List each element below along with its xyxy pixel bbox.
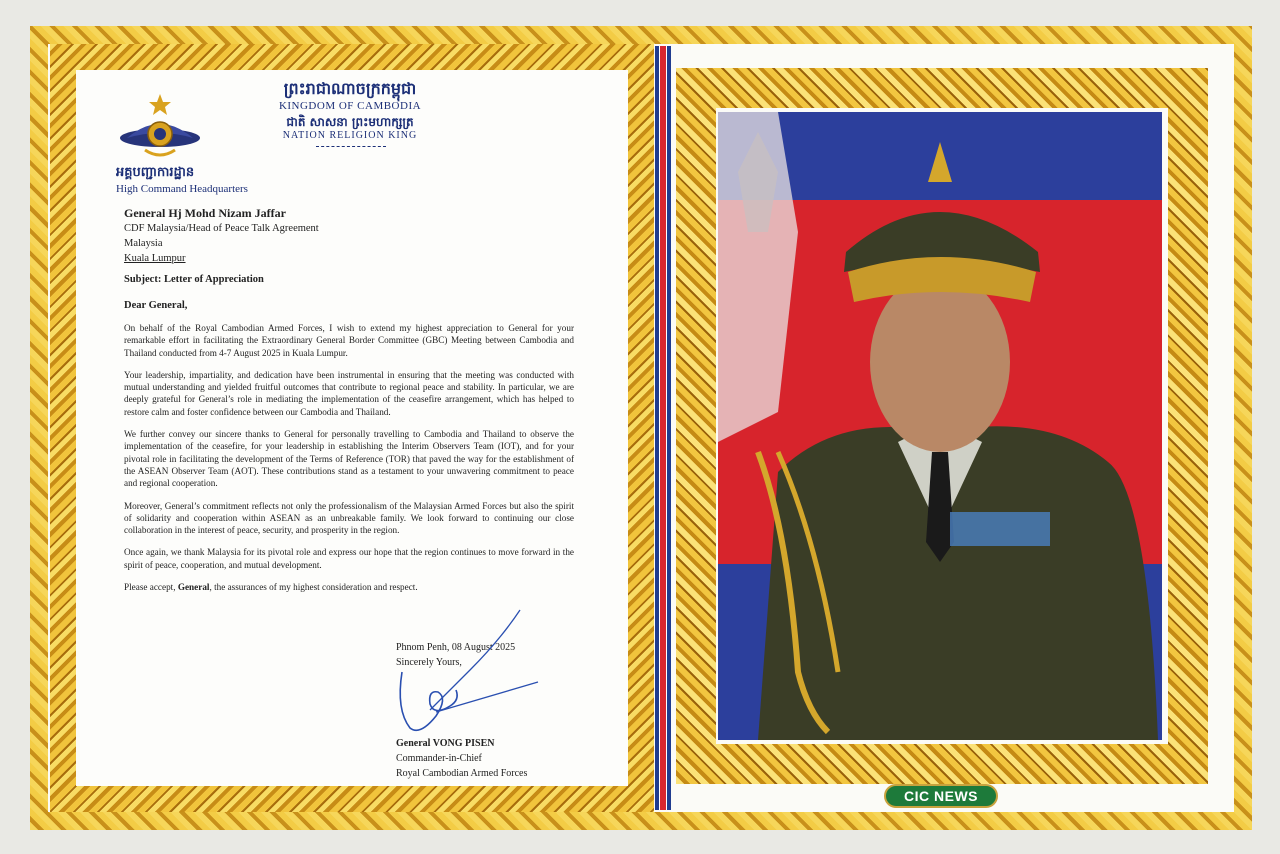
recipient-title: CDF Malaysia/Head of Peace Talk Agreement (124, 223, 319, 234)
body-paragraph: Moreover, General’s commitment reflects not only the professionalism of the Malaysian Armed Forces but also the spirit of solidarity and cooperation within ASEAN as an unbreakable family. We look forward to continuing our close collaboration in the interest of peace, security, and prosperity in the region. (124, 500, 574, 536)
motto-khmer: ជាតិ សាសនា ព្រះមហាក្សត្រ (286, 115, 414, 129)
closing-before: Please accept, (124, 582, 178, 593)
letter-document (80, 70, 628, 786)
signer-block (396, 736, 527, 781)
letter-subject: Subject: Letter of Appreciation (124, 274, 264, 285)
hq-english-name: High Command Headquarters (116, 183, 248, 195)
closing-paragraph (124, 581, 574, 593)
closing-bold: General (177, 582, 210, 593)
portrait-photo (718, 112, 1162, 740)
body-paragraph: We further convey our sincere thanks to General for personally travelling to Cambodia and Thailand to observe the implementation of the ceasefire, for your leadership in establishing the Interim Observers Team (IOT), and for your pivotal role in facilitating the development of the Terms of Reference (TOR) that paved the way for the establishment of the ASEAN Observer Team (AOT). These contributions stand as a testament to your unwavering commitment to peace and regional cooperation. (124, 429, 574, 489)
recipient-block (124, 206, 319, 266)
letter-salutation: Dear General, (124, 300, 188, 311)
cic-news-logo: CIC NEWS (884, 784, 998, 808)
motto-divider (316, 146, 386, 147)
letter-body (124, 322, 574, 603)
recipient-name: General Hj Mohd Nizam Jaffar (124, 206, 286, 220)
signer-name: General VONG PISEN (396, 738, 495, 749)
signer-title: Commander-in-Chief (396, 753, 482, 764)
body-paragraph: Once again, we thank Malaysia for its pivotal role and express our hope that the region continues to move forward in the spirit of peace, cooperation, and mutual development. (124, 547, 574, 570)
hq-khmer-name: អគ្គបញ្ជាការដ្ឋាន (116, 165, 195, 180)
recipient-city: Kuala Lumpur (124, 253, 186, 264)
place-date: Phnom Penh, 08 August 2025 (396, 642, 516, 653)
officer-portrait-icon (718, 112, 1162, 740)
handwritten-signature-icon (390, 600, 550, 740)
motto-english: NATION RELIGION KING (282, 130, 418, 141)
kingdom-khmer: ព្រះរាជាណាចក្រកម្ពុជា (283, 79, 417, 98)
recipient-country: Malaysia (124, 238, 163, 249)
closing-after: , the assurances of my highest consideration and respect. (209, 582, 418, 593)
signer-org: Royal Cambodian Armed Forces (396, 768, 528, 779)
body-paragraph: On behalf of the Royal Cambodian Armed Forces, I wish to extend my highest appreciation to General for your remarkable effort in facilitating the Extraordinary General Border Committee (GBC) Meeting between Cambodia and Thailand conducted from 4-7 August 2025 in Kuala Lumpur. (124, 323, 574, 358)
body-paragraph: Your leadership, impartiality, and dedication have been instrumental in ensuring that the meeting was conducted with mutual understanding and yielded fruitful outcomes that contribute to regional peace and stability. In particular, we are deeply grateful for General’s role in mediating the implementation of the ceasefire arrangement, which has helped to restore calm and foster confidence between our Cambodia and Thailand. (124, 369, 574, 417)
flag-color-strip (655, 46, 671, 810)
kingdom-english: KINGDOM OF CAMBODIA (278, 100, 422, 112)
sign-off: Sincerely Yours, (396, 657, 462, 668)
high-command-emblem-icon (117, 92, 203, 162)
